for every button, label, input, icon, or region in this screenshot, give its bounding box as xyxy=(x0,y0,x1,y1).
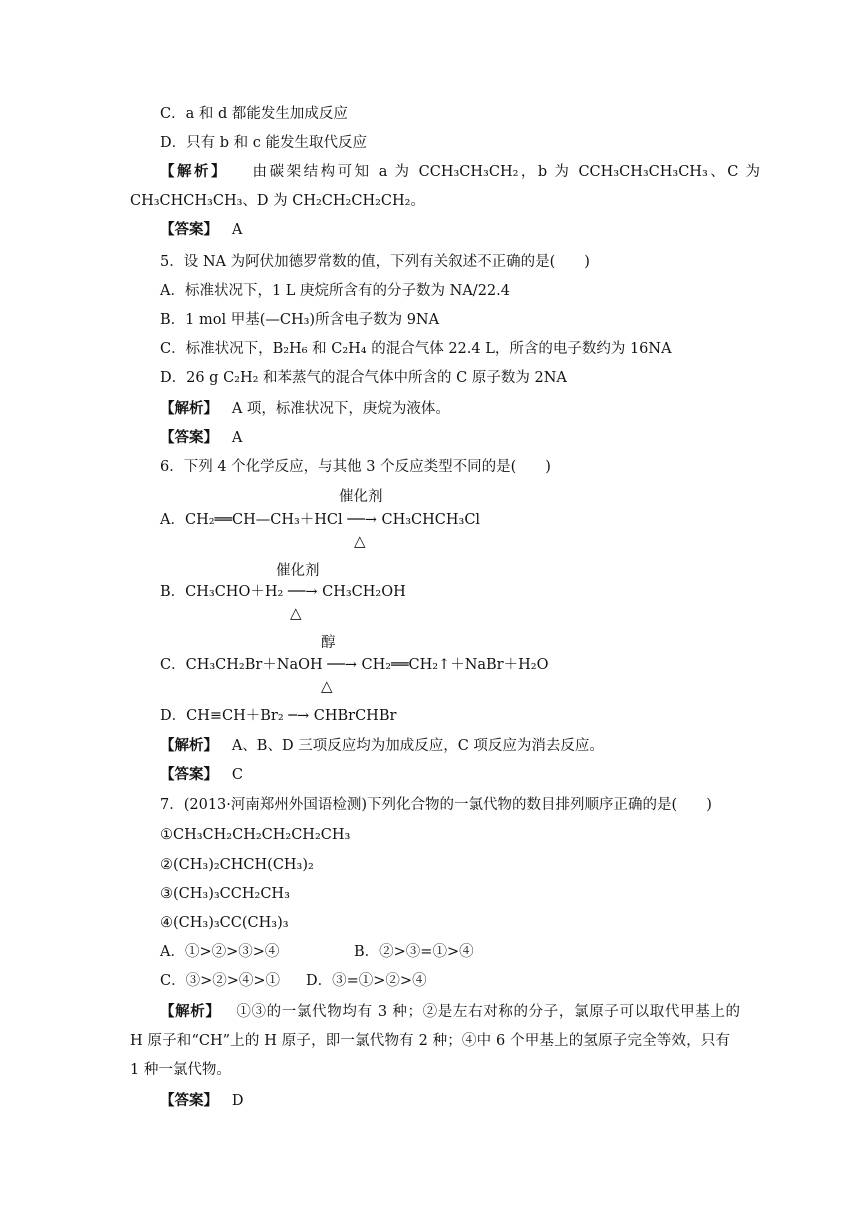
q7-answer xyxy=(160,1091,243,1111)
heat-symbol-a: △ xyxy=(354,532,366,550)
option-q7-d: D．③=①>②>④ xyxy=(306,973,427,989)
q4-answer xyxy=(160,220,242,240)
option-q7-a: A．①>②>③>④ xyxy=(160,944,280,960)
option-q5-a: A．标准状况下，1 L 庚烷所含有的分子数为 NA/22.4 xyxy=(160,283,510,299)
answer-label: 【答案】 xyxy=(160,221,218,238)
question-7: 7．(2013·河南郑州外国语检测)下列化合物的一氯代物的数目排列顺序正确的是( ) xyxy=(160,797,712,813)
compound-4: ④(CH₃)₃CC(CH₃)₃ xyxy=(160,915,289,931)
analysis-label: 【解析】 xyxy=(160,163,229,180)
answer-value: D xyxy=(231,1093,244,1109)
option-q5-d: D．26 g C₂H₂ 和苯蒸气的混合气体中所含的 C 原子数为 2NA xyxy=(160,370,567,386)
catalyst-label-b: 催化剂 xyxy=(276,563,320,579)
q7-analysis-line-2: H 原子和“CH”上的 H 原子，即一氯代物有 2 种；④中 6 个甲基上的氢原子完全等效，只有 xyxy=(130,1033,730,1049)
q4-analysis-text: 由碳架结构可知 a 为 CCH₃CH₃CH₂，b 为 CCH₃CH₃CH₃CH₃、C 为 xyxy=(250,164,760,180)
alcohol-label-c: 醇 xyxy=(321,635,336,651)
compound-1: ①CH₃CH₂CH₂CH₂CH₂CH₃ xyxy=(160,827,351,843)
q5-analysis xyxy=(160,399,450,419)
question-6: 6．下列 4 个化学反应，与其他 3 个反应类型不同的是( ) xyxy=(160,459,551,475)
option-q5-b: B．1 mol 甲基(—CH₃)所含电子数为 9NA xyxy=(160,312,440,328)
q7-analysis-line-3: 1 种一氯代物。 xyxy=(130,1062,231,1078)
option-q7-c: C．③>②>④>① xyxy=(160,973,281,989)
analysis-label: 【解析】 xyxy=(160,737,218,754)
analysis-label: 【解析】 xyxy=(160,1003,221,1020)
q6-analysis xyxy=(160,736,604,756)
option-q4-d: D．只有 b 和 c 能发生取代反应 xyxy=(160,135,367,151)
heat-symbol-b: △ xyxy=(290,604,302,622)
q6-answer xyxy=(160,765,243,785)
option-q6-c: C．CH₃CH₂Br＋NaOH ──→ CH₂══CH₂↑＋NaBr＋H₂O xyxy=(160,657,549,673)
compound-2: ②(CH₃)₂CHCH(CH₃)₂ xyxy=(160,857,314,873)
option-q6-b: B．CH₃CHO＋H₂ ──→ CH₃CH₂OH xyxy=(160,584,406,600)
option-q7-b: B．②>③=①>④ xyxy=(354,944,474,960)
option-q6-a: A．CH₂══CH—CH₃＋HCl ──→ CH₃CHCH₃Cl xyxy=(160,512,481,528)
option-q4-c: C．a 和 d 都能发生加成反应 xyxy=(160,106,348,122)
q4-analysis-line-1 xyxy=(160,162,760,182)
answer-label: 【答案】 xyxy=(160,1092,218,1109)
answer-label: 【答案】 xyxy=(160,429,218,446)
answer-label: 【答案】 xyxy=(160,766,218,783)
answer-value: C xyxy=(231,767,243,783)
heat-symbol-c: △ xyxy=(321,677,333,695)
q4-analysis-line-2: CH₃CHCH₃CH₃、D 为 CH₂CH₂CH₂CH₂。 xyxy=(130,193,425,209)
option-q6-d: D．CH≡CH＋Br₂ ─→ CHBrCHBr xyxy=(160,708,397,724)
answer-value: A xyxy=(231,430,243,446)
option-q5-c: C．标准状况下，B₂H₆ 和 C₂H₄ 的混合气体 22.4 L，所含的电子数约为 16NA xyxy=(160,341,672,357)
catalyst-label-a: 催化剂 xyxy=(339,489,383,505)
analysis-label: 【解析】 xyxy=(160,400,218,417)
q7-analysis-line-1 xyxy=(160,1002,740,1022)
q5-analysis-text: A 项，标准状况下，庚烷为液体。 xyxy=(231,401,450,417)
q7-analysis-text-1: ①③的一氯代物均有 3 种；②是左右对称的分子，氯原子可以取代甲基上的 xyxy=(236,1004,741,1020)
answer-value: A xyxy=(231,222,243,238)
compound-3: ③(CH₃)₃CCH₂CH₃ xyxy=(160,886,290,902)
q5-answer xyxy=(160,428,242,448)
question-5: 5．设 NA 为阿伏加德罗常数的值，下列有关叙述不正确的是( ) xyxy=(160,254,590,270)
q6-analysis-text: A、B、D 三项反应均为加成反应，C 项反应为消去反应。 xyxy=(231,738,604,754)
